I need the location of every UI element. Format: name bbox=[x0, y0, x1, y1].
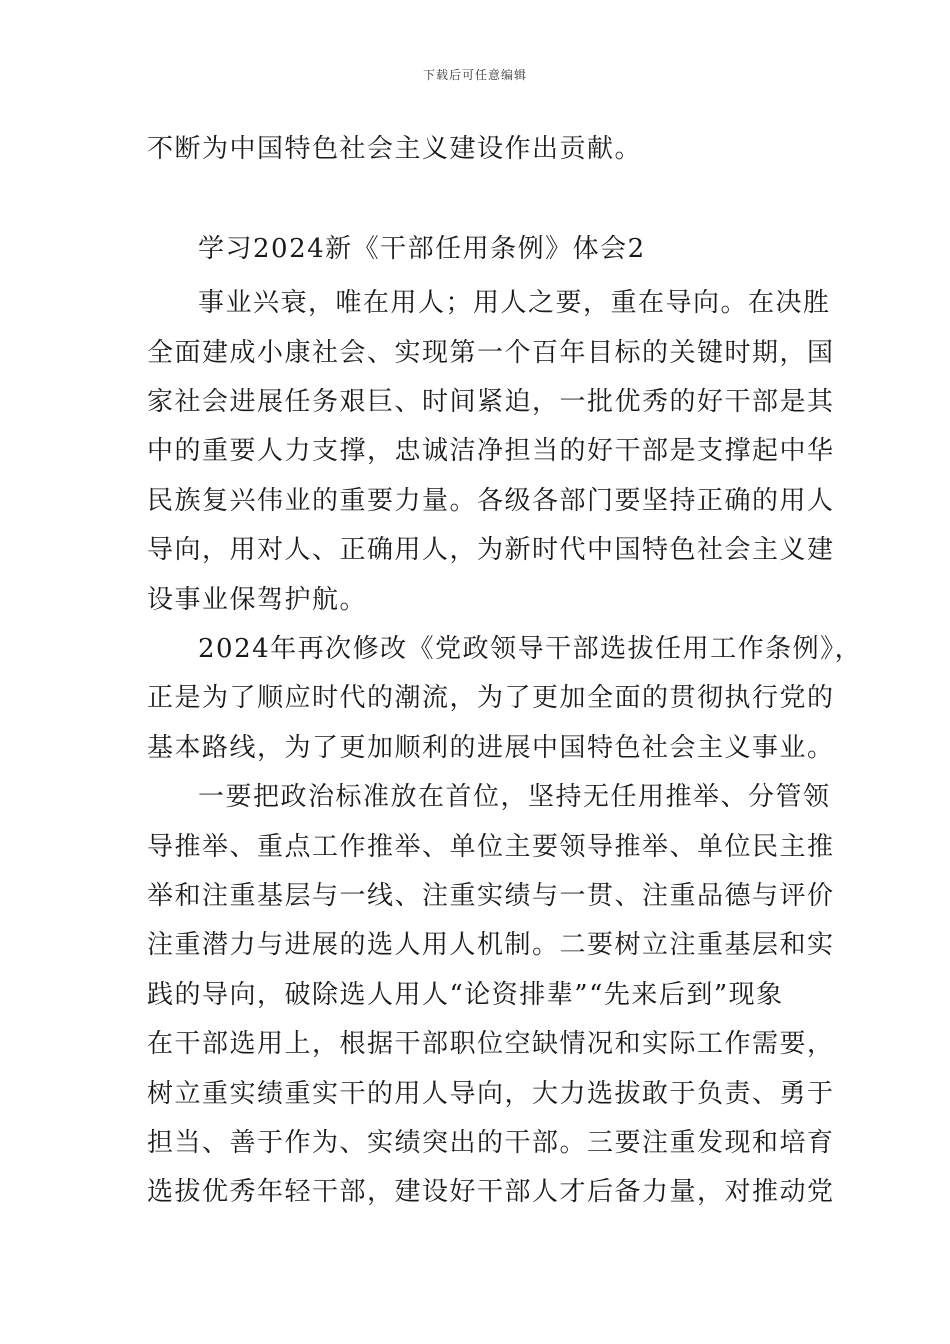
text-line: 全面建成小康社会、实现第一个百年目标的关键时期，国 bbox=[147, 338, 835, 368]
text-line: 基本路线，为了更加顺利的进展中国特色社会主义事业。 bbox=[147, 733, 835, 763]
text-line: 在干部选用上，根据干部职位空缺情况和实际工作需要， bbox=[147, 1029, 835, 1059]
text-line: 正是为了顺应时代的潮流，为了更加全面的贯彻执行党的 bbox=[147, 683, 835, 713]
text-line: 导推举、重点工作推举、单位主要领导推举、单位民主推 bbox=[147, 832, 835, 862]
text-line: 事业兴衰，唯在用人；用人之要，重在导向。在决胜 bbox=[198, 288, 831, 318]
text-line: 设事业保驾护航。 bbox=[147, 585, 368, 615]
text-line: 举和注重基层与一线、注重实绩与一贯、注重品德与评价 bbox=[147, 881, 835, 911]
section-title: 学习2024新《干部任用条例》体会2 bbox=[198, 234, 646, 264]
text-line: 家社会进展任务艰巨、时间紧迫，一批优秀的好干部是其 bbox=[147, 387, 835, 417]
text-line: 注重潜力与进展的选人用人机制。二要树立注重基层和实 bbox=[147, 930, 835, 960]
text-line: 2024年再次修改《党政领导干部选拔任用工作条例》， bbox=[198, 634, 863, 664]
text-line: 担当、善于作为、实绩突出的干部。三要注重发现和培育 bbox=[147, 1128, 835, 1158]
text-line: 导向，用对人、正确用人，为新时代中国特色社会主义建 bbox=[147, 535, 835, 565]
header-note: 下载后可任意编辑 bbox=[422, 68, 527, 82]
text-line: 不断为中国特色社会主义建设作出贡献。 bbox=[147, 134, 643, 164]
text-line: 中的重要人力支撑，忠诚洁净担当的好干部是支撑起中华 bbox=[147, 436, 835, 466]
text-line: 树立重实绩重实干的用人导向，大力选拔敢于负责、勇于 bbox=[147, 1079, 835, 1109]
text-line: 一要把政治标准放在首位，坚持无任用推举、分管领 bbox=[198, 782, 831, 812]
text-line: 践的导向，破除选人用人“论资排辈”“先来后到”现象 bbox=[147, 980, 784, 1010]
text-line: 选拔优秀年轻干部，建设好干部人才后备力量，对推动党 bbox=[147, 1177, 835, 1207]
text-line: 民族复兴伟业的重要力量。各级各部门要坚持正确的用人 bbox=[147, 486, 835, 516]
